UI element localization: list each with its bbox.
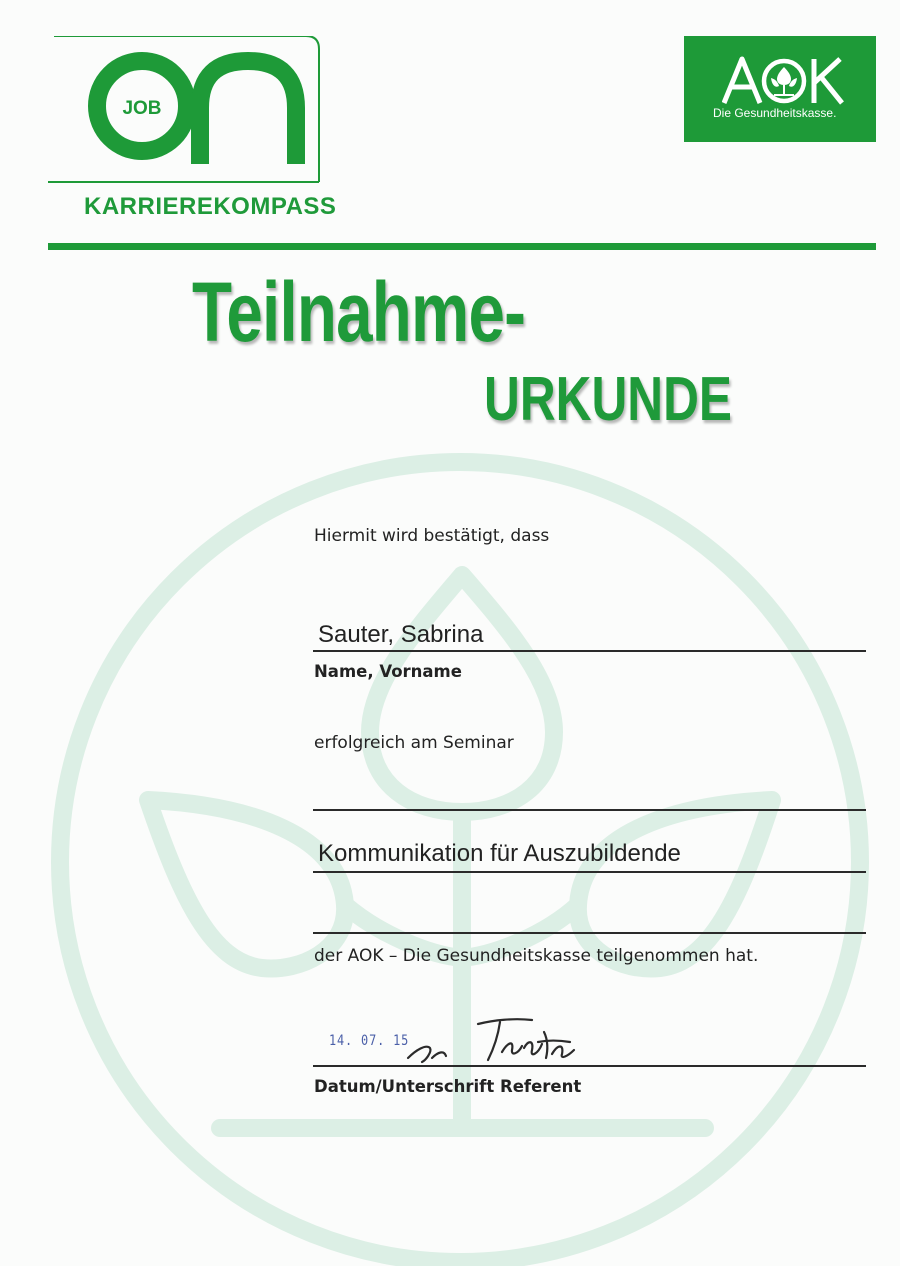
- name-line: [313, 650, 866, 652]
- closing-text: der AOK – Die Gesundheitskasse teilgenommen hat.: [314, 946, 759, 966]
- aok-tagline: Die Gesundheitskasse.: [713, 106, 837, 120]
- header-divider: [48, 243, 876, 250]
- seminar-line-2: [313, 871, 866, 873]
- job-on-logo: [48, 36, 320, 183]
- signature-label: Datum/Unterschrift Referent: [314, 1077, 582, 1096]
- date-stamp: 14. 07. 15: [329, 1033, 410, 1049]
- aok-logo-mark: [722, 55, 844, 107]
- job-logo-badge: JOB: [122, 98, 162, 119]
- seminar-line-3: [313, 932, 866, 934]
- name-label: Name, Vorname: [314, 662, 462, 681]
- participant-name: Sauter, Sabrina: [318, 621, 484, 648]
- intro-text: Hiermit wird bestätigt, dass: [314, 526, 550, 546]
- signature-line: [313, 1065, 866, 1067]
- certificate-subtitle: URKUNDE: [484, 365, 732, 434]
- seminar-intro-text: erfolgreich am Seminar: [314, 733, 514, 753]
- seminar-line-1: [313, 809, 866, 811]
- seminar-title: Kommunikation für Auszubildende: [318, 840, 681, 867]
- certificate-title: Teilnahme-: [192, 265, 526, 359]
- referent-signature: [402, 1014, 582, 1070]
- job-tagline: KARRIEREKOMPASS: [84, 193, 337, 220]
